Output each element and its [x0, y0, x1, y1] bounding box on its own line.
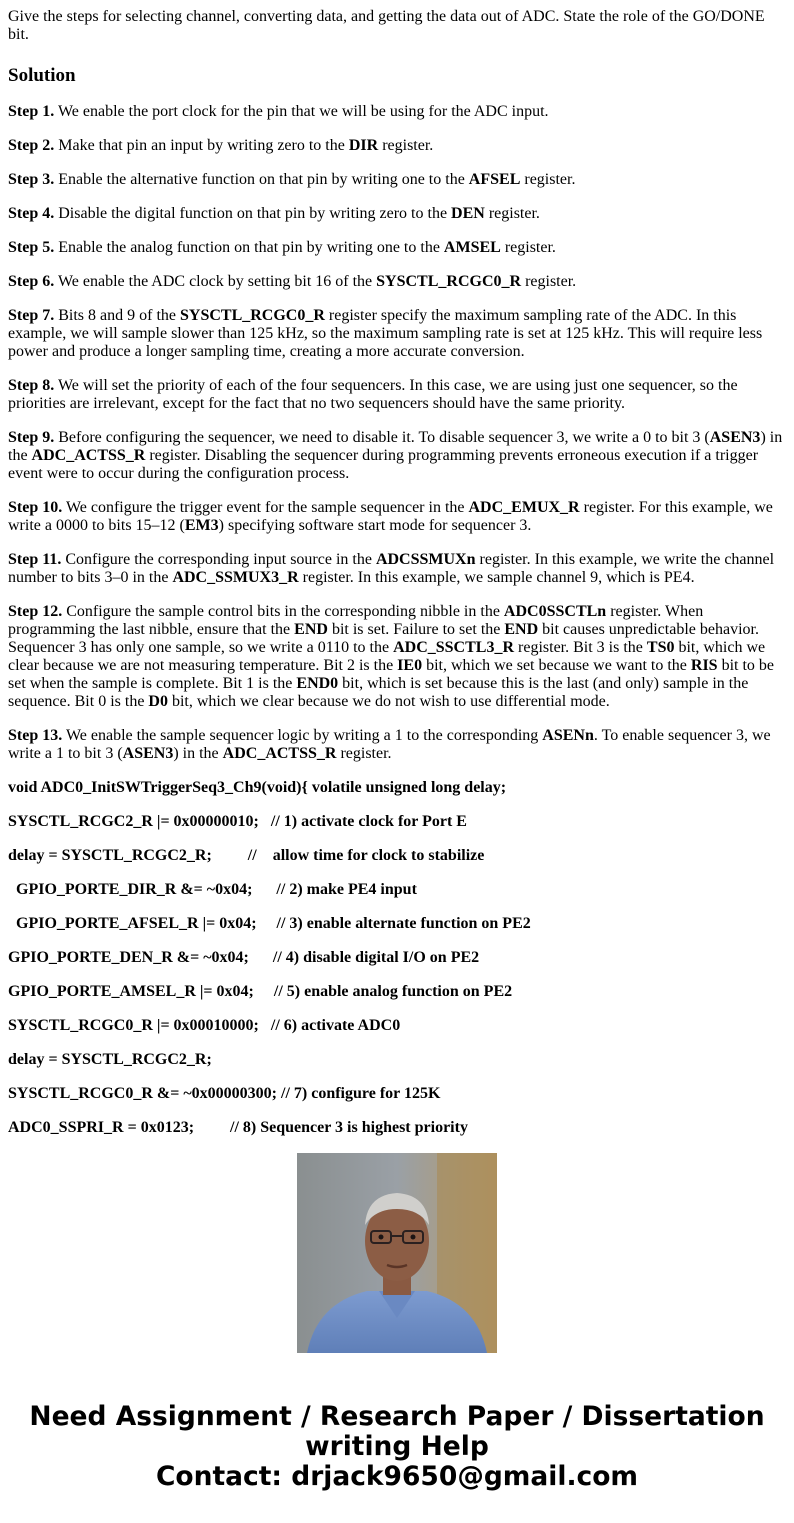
step-text: bit causes unpredictable behavior. Sequencer 3 has only one sample, so we write a 0110 to the — [8, 621, 759, 656]
register-name: ADC_ACTSS_R — [31, 447, 146, 464]
step-text: We enable the sample sequencer logic by writing a 1 to the corresponding — [62, 727, 543, 744]
step-text: register. — [521, 273, 577, 290]
step-paragraph — [8, 603, 786, 711]
step-paragraph — [8, 239, 786, 257]
step-label: Step 7. — [8, 307, 55, 324]
register-name: ASENn — [542, 727, 594, 744]
step-paragraph — [8, 137, 786, 155]
step-label: Step 13. — [8, 727, 63, 744]
step-text: register. For this example, we write a 0000 to bits 15–12 ( — [8, 499, 773, 534]
step-label: Step 5. — [8, 239, 55, 256]
step-text: We enable the port clock for the pin that we will be using for the ADC input. — [54, 103, 549, 120]
step-text: Make that pin an input by writing zero to the — [54, 137, 349, 154]
step-text: register. — [500, 239, 556, 256]
footer-banner — [0, 1402, 794, 1492]
register-name: ADC_SSCTL3_R — [393, 639, 515, 656]
step-paragraph — [8, 429, 786, 483]
register-name: AFSEL — [468, 171, 521, 188]
step-text: bit to be set when the sample is complete. Bit 1 is the — [8, 657, 775, 692]
register-name: SYSCTL_RCGC0_R — [180, 307, 325, 324]
code-line: SYSCTL_RCGC0_R |= 0x00010000; // 6) activate ADC0 — [8, 1017, 401, 1034]
step-paragraph — [8, 551, 786, 587]
register-name: DIR — [348, 137, 379, 154]
step-label: Step 1. — [8, 103, 55, 120]
code-block — [8, 779, 786, 1137]
step-paragraph — [8, 727, 786, 763]
register-name: SYSCTL_RCGC0_R — [376, 273, 522, 290]
register-name: ADC0SSCTLn — [503, 603, 607, 620]
step-text: We will set the priority of each of the four sequencers. In this case, we are using just one sequencer, so the priorities are irrelevant, except for the fact that no two sequencers should have the same priority. — [8, 377, 738, 412]
step-text: Before configuring the sequencer, we need to disable it. To disable sequencer 3, we write a 0 to bit 3 ( — [54, 429, 710, 446]
step-label: Step 8. — [8, 377, 55, 394]
step-text: register. — [520, 171, 576, 188]
step-label: Step 2. — [8, 137, 55, 154]
step-text: We configure the trigger event for the sample sequencer in the — [62, 499, 469, 516]
step-label: Step 9. — [8, 429, 55, 446]
step-text: register. Bit 3 is the — [514, 639, 647, 656]
code-line: SYSCTL_RCGC0_R &= ~0x00000300; // 7) configure for 125K — [8, 1085, 441, 1102]
step-text: Disable the digital function on that pin by writing zero to the — [54, 205, 452, 222]
step-label: Step 3. — [8, 171, 55, 188]
register-name: AMSEL — [443, 239, 501, 256]
code-line: delay = SYSCTL_RCGC2_R; — [8, 1051, 212, 1068]
step-text: bit, which we clear because we are not measuring temperature. Bit 2 is the — [8, 639, 766, 674]
register-name: ADCSSMUXn — [375, 551, 476, 568]
step-paragraph — [8, 273, 786, 291]
step-text: register. — [484, 205, 540, 222]
step-text: Configure the corresponding input source in the — [61, 551, 376, 568]
step-text: . To enable sequencer 3, we write a 1 to bit 3 ( — [8, 727, 771, 762]
register-name: DEN — [451, 205, 485, 222]
step-text: Enable the analog function on that pin by writing one to the — [54, 239, 444, 256]
register-name: IE0 — [397, 657, 423, 674]
step-paragraph — [8, 307, 786, 361]
footer-line-2: writing Help — [305, 1431, 489, 1462]
register-name: ASEN3 — [709, 429, 761, 446]
code-line: SYSCTL_RCGC2_R |= 0x00000010; // 1) activate clock for Port E — [8, 813, 467, 830]
step-text: bit, which we set because we want to the — [422, 657, 691, 674]
step-text: register. In this example, we write the channel number to bits 3–0 in the — [8, 551, 775, 586]
register-name: ADC_SSMUX3_R — [172, 569, 299, 586]
author-photo — [297, 1153, 497, 1353]
register-name: D0 — [148, 693, 168, 710]
code-line: GPIO_PORTE_AFSEL_R |= 0x04; // 3) enable alternate function on PE2 — [8, 915, 531, 932]
step-text: ) in the — [8, 429, 783, 464]
step-text: ) in the — [173, 745, 223, 762]
step-text: Configure the sample control bits in the corresponding nibble in the — [62, 603, 504, 620]
portrait-image — [297, 1153, 497, 1353]
register-name: EM3 — [184, 517, 219, 534]
step-paragraph — [8, 205, 786, 223]
code-line: void ADC0_InitSWTriggerSeq3_Ch9(void){ volatile unsigned long delay; — [8, 779, 507, 796]
register-name: END0 — [296, 675, 339, 692]
step-text: We enable the ADC clock by setting bit 16 of the — [54, 273, 377, 290]
step-text: register. — [336, 745, 392, 762]
step-paragraph — [8, 171, 786, 189]
register-name: END — [294, 621, 328, 638]
step-text: Enable the alternative function on that pin by writing one to the — [54, 171, 469, 188]
step-text: Bits 8 and 9 of the — [54, 307, 180, 324]
step-label: Step 12. — [8, 603, 63, 620]
step-text: register. When programming the last nibble, ensure that the — [8, 603, 704, 638]
step-label: Step 11. — [8, 551, 62, 568]
step-label: Step 4. — [8, 205, 55, 222]
register-name: END — [504, 621, 539, 638]
step-label: Step 10. — [8, 499, 63, 516]
register-name: ADC_ACTSS_R — [222, 745, 337, 762]
footer-line-1: Need Assignment / Research Paper / Dissertation — [29, 1401, 765, 1432]
register-name: TS0 — [646, 639, 675, 656]
step-text: register. — [378, 137, 434, 154]
step-text: register specify the maximum sampling rate of the ADC. In this example, we will sample slower than 125 kHz, so the maximum sampling rate is set at 125 kHz. This will require less power and produce a longer sampling time, creating a more accurate conversion. — [8, 307, 763, 360]
footer-contact: Contact: drjack9650@gmail.com — [155, 1461, 639, 1492]
step-text: bit, which is set because this is the last (and only) sample in the sequence. Bit 0 is the — [8, 675, 749, 710]
step-text: bit is set. Failure to set the — [327, 621, 505, 638]
code-line: ADC0_SSPRI_R = 0x0123; // 8) Sequencer 3 is highest priority — [8, 1119, 468, 1136]
code-line: GPIO_PORTE_DEN_R &= ~0x04; // 4) disable digital I/O on PE2 — [8, 949, 480, 966]
step-text: bit, which we clear because we do not wish to use differential mode. — [167, 693, 610, 710]
code-line: delay = SYSCTL_RCGC2_R; // allow time for clock to stabilize — [8, 847, 485, 864]
step-paragraph — [8, 377, 786, 413]
code-line: GPIO_PORTE_AMSEL_R |= 0x04; // 5) enable analog function on PE2 — [8, 983, 513, 1000]
register-name: RIS — [690, 657, 718, 674]
step-paragraph — [8, 499, 786, 535]
step-label: Step 6. — [8, 273, 55, 290]
register-name: ADC_EMUX_R — [468, 499, 580, 516]
question-text: Give the steps for selecting channel, converting data, and getting the data out of ADC. State the role of the GO/DONE bit. — [8, 8, 765, 43]
step-text: register. Disabling the sequencer during programming prevents erroneous execution if a trigger event were to occur during the configuration process. — [8, 447, 759, 482]
register-name: ASEN3 — [122, 745, 174, 762]
code-line: GPIO_PORTE_DIR_R &= ~0x04; // 2) make PE4 input — [8, 881, 417, 898]
step-text: ) specifying software start mode for sequencer 3. — [218, 517, 532, 534]
solution-heading: Solution — [8, 65, 76, 86]
article-body — [8, 0, 786, 1136]
steps-list — [8, 103, 786, 763]
step-paragraph — [8, 103, 786, 121]
step-text: register. In this example, we sample channel 9, which is PE4. — [298, 569, 695, 586]
